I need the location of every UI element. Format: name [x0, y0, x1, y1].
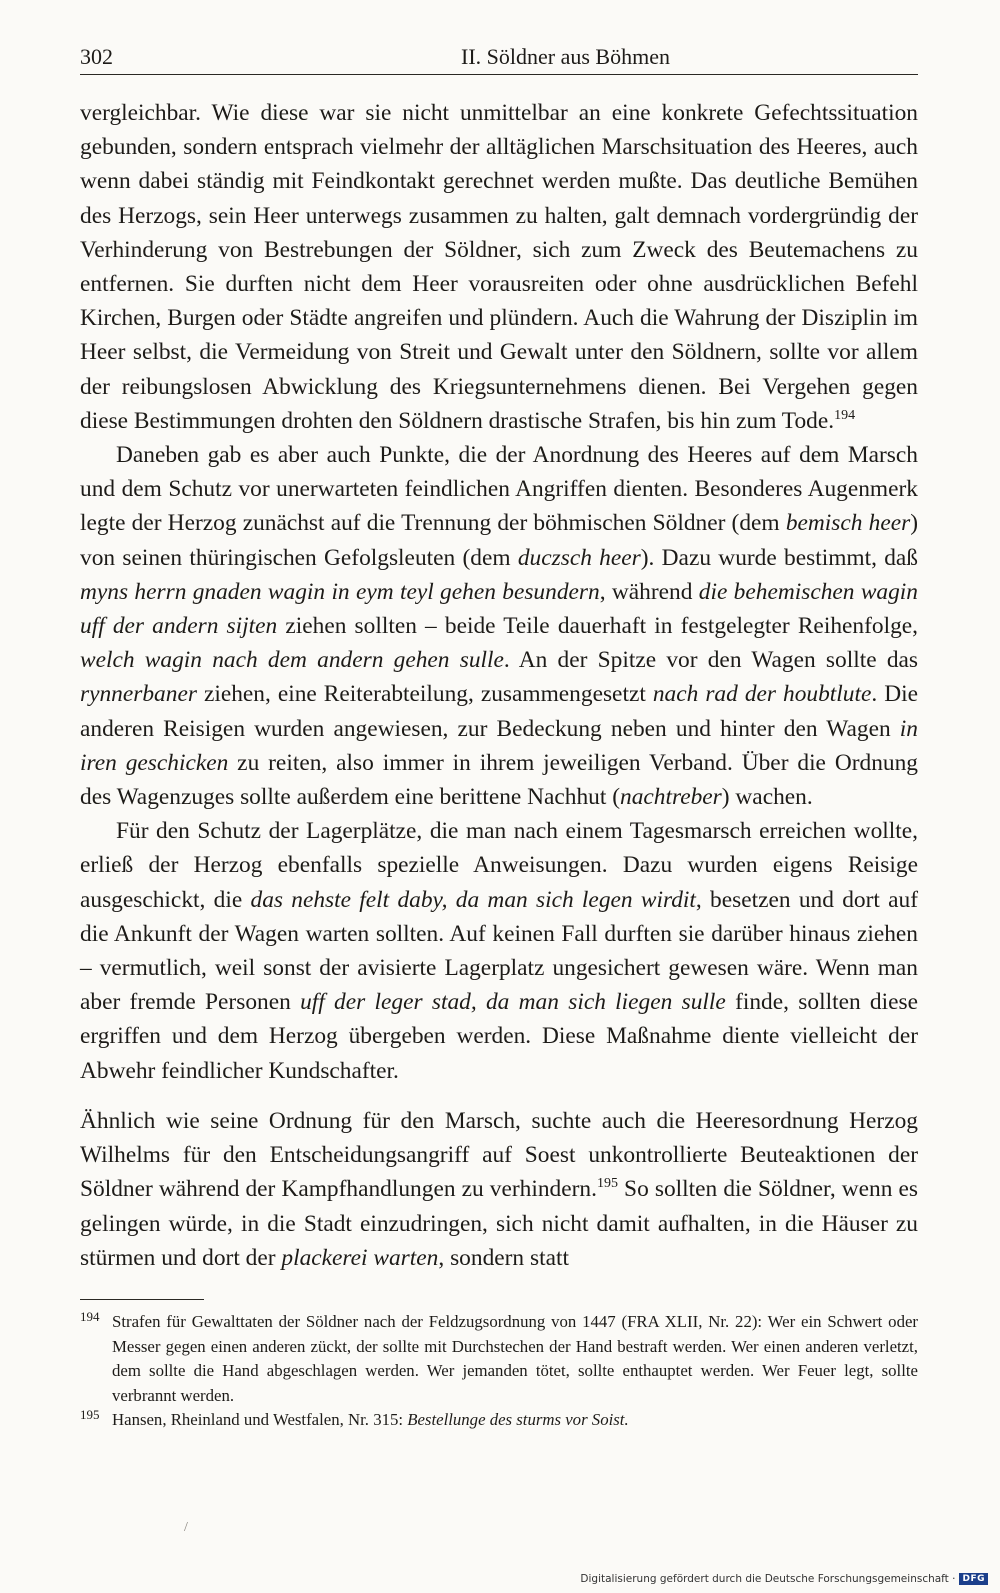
footnotes: [80, 1310, 918, 1433]
quote: die behemischen wagin uff der andern sijten: [80, 578, 919, 640]
quote: nachtreber: [620, 784, 722, 811]
quote: plackerei warten: [281, 1244, 439, 1271]
quote: duczsch heer: [517, 544, 641, 571]
footnote-194: [80, 1310, 918, 1408]
quote: uff der leger stad, da man sich liegen sulle: [300, 989, 726, 1016]
paragraph-3: Für den Schutz der Lagerplätze, die man nach einem Tagesmarsch erreichen wollte, erließ der Herzog ebenfalls spezielle Anweisungen. Dazu wurden eigens Reisige ausgeschickt, die das nehste felt daby, da man sich legen wirdit, besetzen und dort auf die Ankunft der Wagen warten sollten. Auf keinen Fall durften sie darüber hinaus ziehen – vermutlich, weil sonst der avisierte Lagerplatz ungesichert gewesen wäre. Wenn man aber fremde Personen uff der leger stad, da man sich liegen sulle finde, sollten diese ergriffen und dem Herzog übergeben werden. Diese Maßnahme diente vielleicht der Abwehr feindlicher Kundschafter.: [80, 818, 919, 1084]
footnote-italic: Bestellunge des sturms vor Soist.: [407, 1410, 629, 1430]
footnote-mark: 194: [80, 1309, 100, 1324]
main-text: [80, 96, 918, 1275]
paragraph-4: Ähnlich wie seine Ordnung für den Marsch, suchte auch die Heeresordnung Herzog Wilhelms für den Entscheidungsangriff auf Soest unkontrollierte Beuteaktionen der Söldner während der Kampfhandlungen zu verhindern.$^{195}$ So sollten die Söldner, wenn es gelingen würde, in die Stadt einzudringen, sich nicht damit aufhalten, in die Häuser zu stürmen und dort der plackerei warten, sondern statt: [80, 1107, 919, 1271]
quote: bemisch heer: [785, 510, 911, 537]
footnote-text: Strafen für Gewalttaten der Söldner nach der Feldzugsordnung von 1447 (FRA XLII, Nr. 22): Wer ein Schwert oder Messer gegen einen anderen zückt, der sollte mit Durchstechen der Hand bestraft werden. Wer einen anderen verletzt, dem sollte die Hand abgeschlagen werden. Wer jemanden tötet, sollte enthauptet werden. Wer Feuer legt, sollte verbrannt werden.: [112, 1312, 918, 1405]
footnote-text: Hansen, Rheinland und Westfalen, Nr. 315:: [112, 1410, 408, 1430]
page-number: 302: [80, 44, 113, 69]
footnote-195: [80, 1408, 918, 1433]
paragraph-2: Daneben gab es aber auch Punkte, die der Anordnung des Heeres auf dem Marsch und dem Schutz vor unerwarteten feindlichen Angriffen dienten. Besonderes Augenmerk legte der Herzog zunächst auf die Trennung der böhmischen Söldner (dem bemisch heer) von seinen thüringischen Gefolgsleuten (dem duczsch heer). Dazu wurde bestimmt, daß myns herrn gnaden wagin in eym teyl gehen besundern, während die behemischen wagin uff der andern sijten ziehen sollten – beide Teile dauerhaft in festgelegter Reihenfolge, welch wagin nach dem andern gehen sulle. An der Spitze vor den Wagen sollte das rynnerbaner ziehen, eine Reiterabteilung, zusammengesetzt nach rad der houbtlute. Die anderen Reisigen wurden angewiesen, zur Bedeckung neben und hinter den Wagen in iren geschicken zu reiten, also immer in ihrem jeweiligen Verband. Über die Ordnung des Wagenzuges sollte außerdem eine berittene Nachhut (nachtreber) wachen.: [80, 442, 919, 811]
digitization-credit: [580, 1569, 988, 1589]
footnote-ref-195[interactable]: 195: [596, 1176, 618, 1192]
quote: in iren geschicken: [80, 715, 918, 776]
quote: welch wagin nach dem andern gehen sulle: [80, 647, 504, 674]
dfg-logo: DFG: [959, 1573, 988, 1585]
scan-artifact-mark: /: [184, 1520, 188, 1535]
running-header: [80, 40, 918, 75]
running-title: II. Söldner aus Böhmen: [461, 44, 670, 69]
paragraph-1: vergleichbar. Wie diese war sie nicht unmittelbar an eine konkrete Gefechtssituation gebunden, sondern entsprach vielmehr der alltäglichen Marschsituation des Heeres, auch wenn dabei ständig mit Feindkontakt gerechnet werden mußte. Das deutliche Bemühen des Herzogs, sein Heer unterwegs zusammen zu halten, galt demnach vordergründig der Verhinderung von Bestrebungen der Söldner, sich zum Zweck des Beutemachens zu entfernen. Sie durften nicht dem Heer vorausreiten oder ohne ausdrücklichen Befehl Kirchen, Burgen oder Städte angreifen und plündern. Auch die Wahrung der Disziplin im Heer selbst, die Vermeidung von Streit und Gewalt unter den Söldnern, sollte vor allem der reibungslosen Abwicklung des Kriegsunternehmens dienen. Bei Vergehen gegen diese Bestimmungen drohten den Söldnern drastische Strafen, bis hin zum Tode.$^{194}$: [80, 100, 918, 434]
quote: nach rad der houbtlute: [652, 681, 872, 708]
quote: myns herrn gnaden wagin in eym teyl gehen besundern: [80, 578, 600, 605]
quote: rynnerbaner: [80, 681, 197, 708]
credit-text: Digitalisierung gefördert durch die Deutsche Forschungsgemeinschaft ·: [580, 1573, 956, 1585]
footnote-mark: 195: [80, 1407, 100, 1423]
quote: das nehste felt daby, da man sich legen wirdit: [250, 886, 696, 913]
footnote-ref-194[interactable]: 194: [834, 407, 856, 423]
footnote-rule: [80, 1299, 204, 1300]
